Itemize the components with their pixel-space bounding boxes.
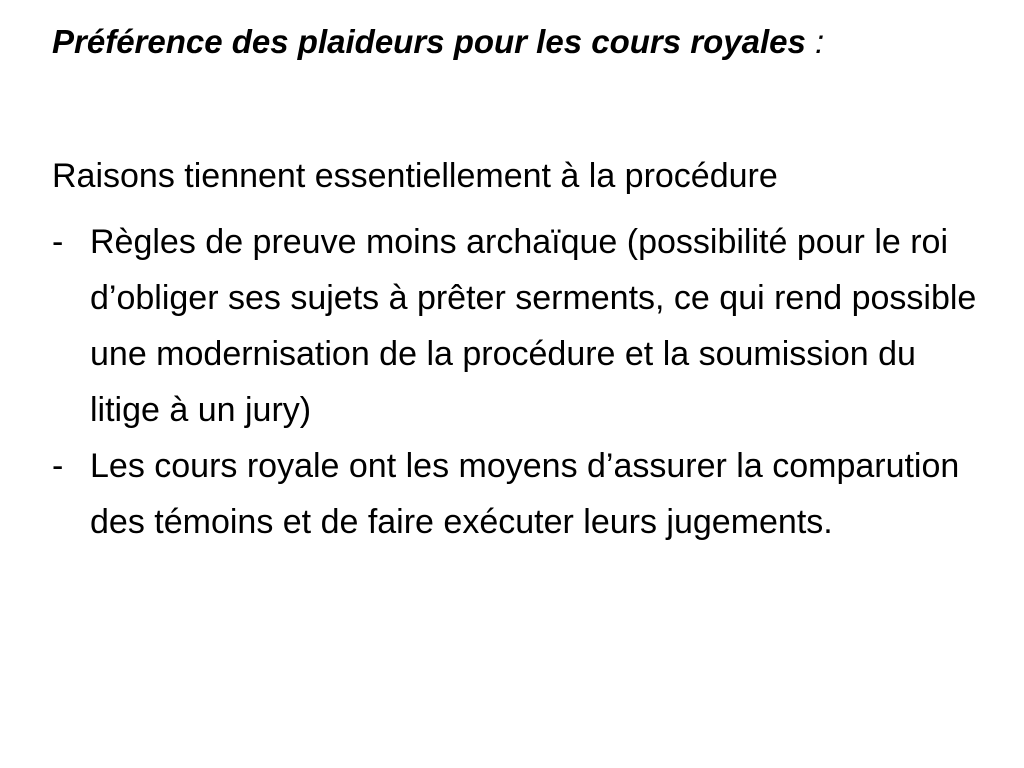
slide-title-text: Préférence des plaideurs pour les cours royales xyxy=(52,23,806,60)
bullet-text: Les cours royale ont les moyens d’assurer la comparution des témoins et de faire exécuter leurs jugements. xyxy=(90,447,960,541)
bullet-dash: - xyxy=(52,223,64,261)
bullet-text: Règles de preuve moins archaïque (possibilité pour le roi d’obliger ses sujets à prêter serments, ce qui rend possible une modernisation de la procédure et la soumission du litige à un jury) xyxy=(90,223,977,429)
bullet-list xyxy=(52,214,982,550)
slide-title-colon: : xyxy=(805,23,825,60)
bullet-item xyxy=(52,214,982,438)
slide-title xyxy=(52,20,824,64)
bullet-dash: - xyxy=(52,447,64,485)
bullet-item xyxy=(52,438,982,550)
lead-paragraph: Raisons tiennent essentiellement à la procédure xyxy=(52,157,778,195)
